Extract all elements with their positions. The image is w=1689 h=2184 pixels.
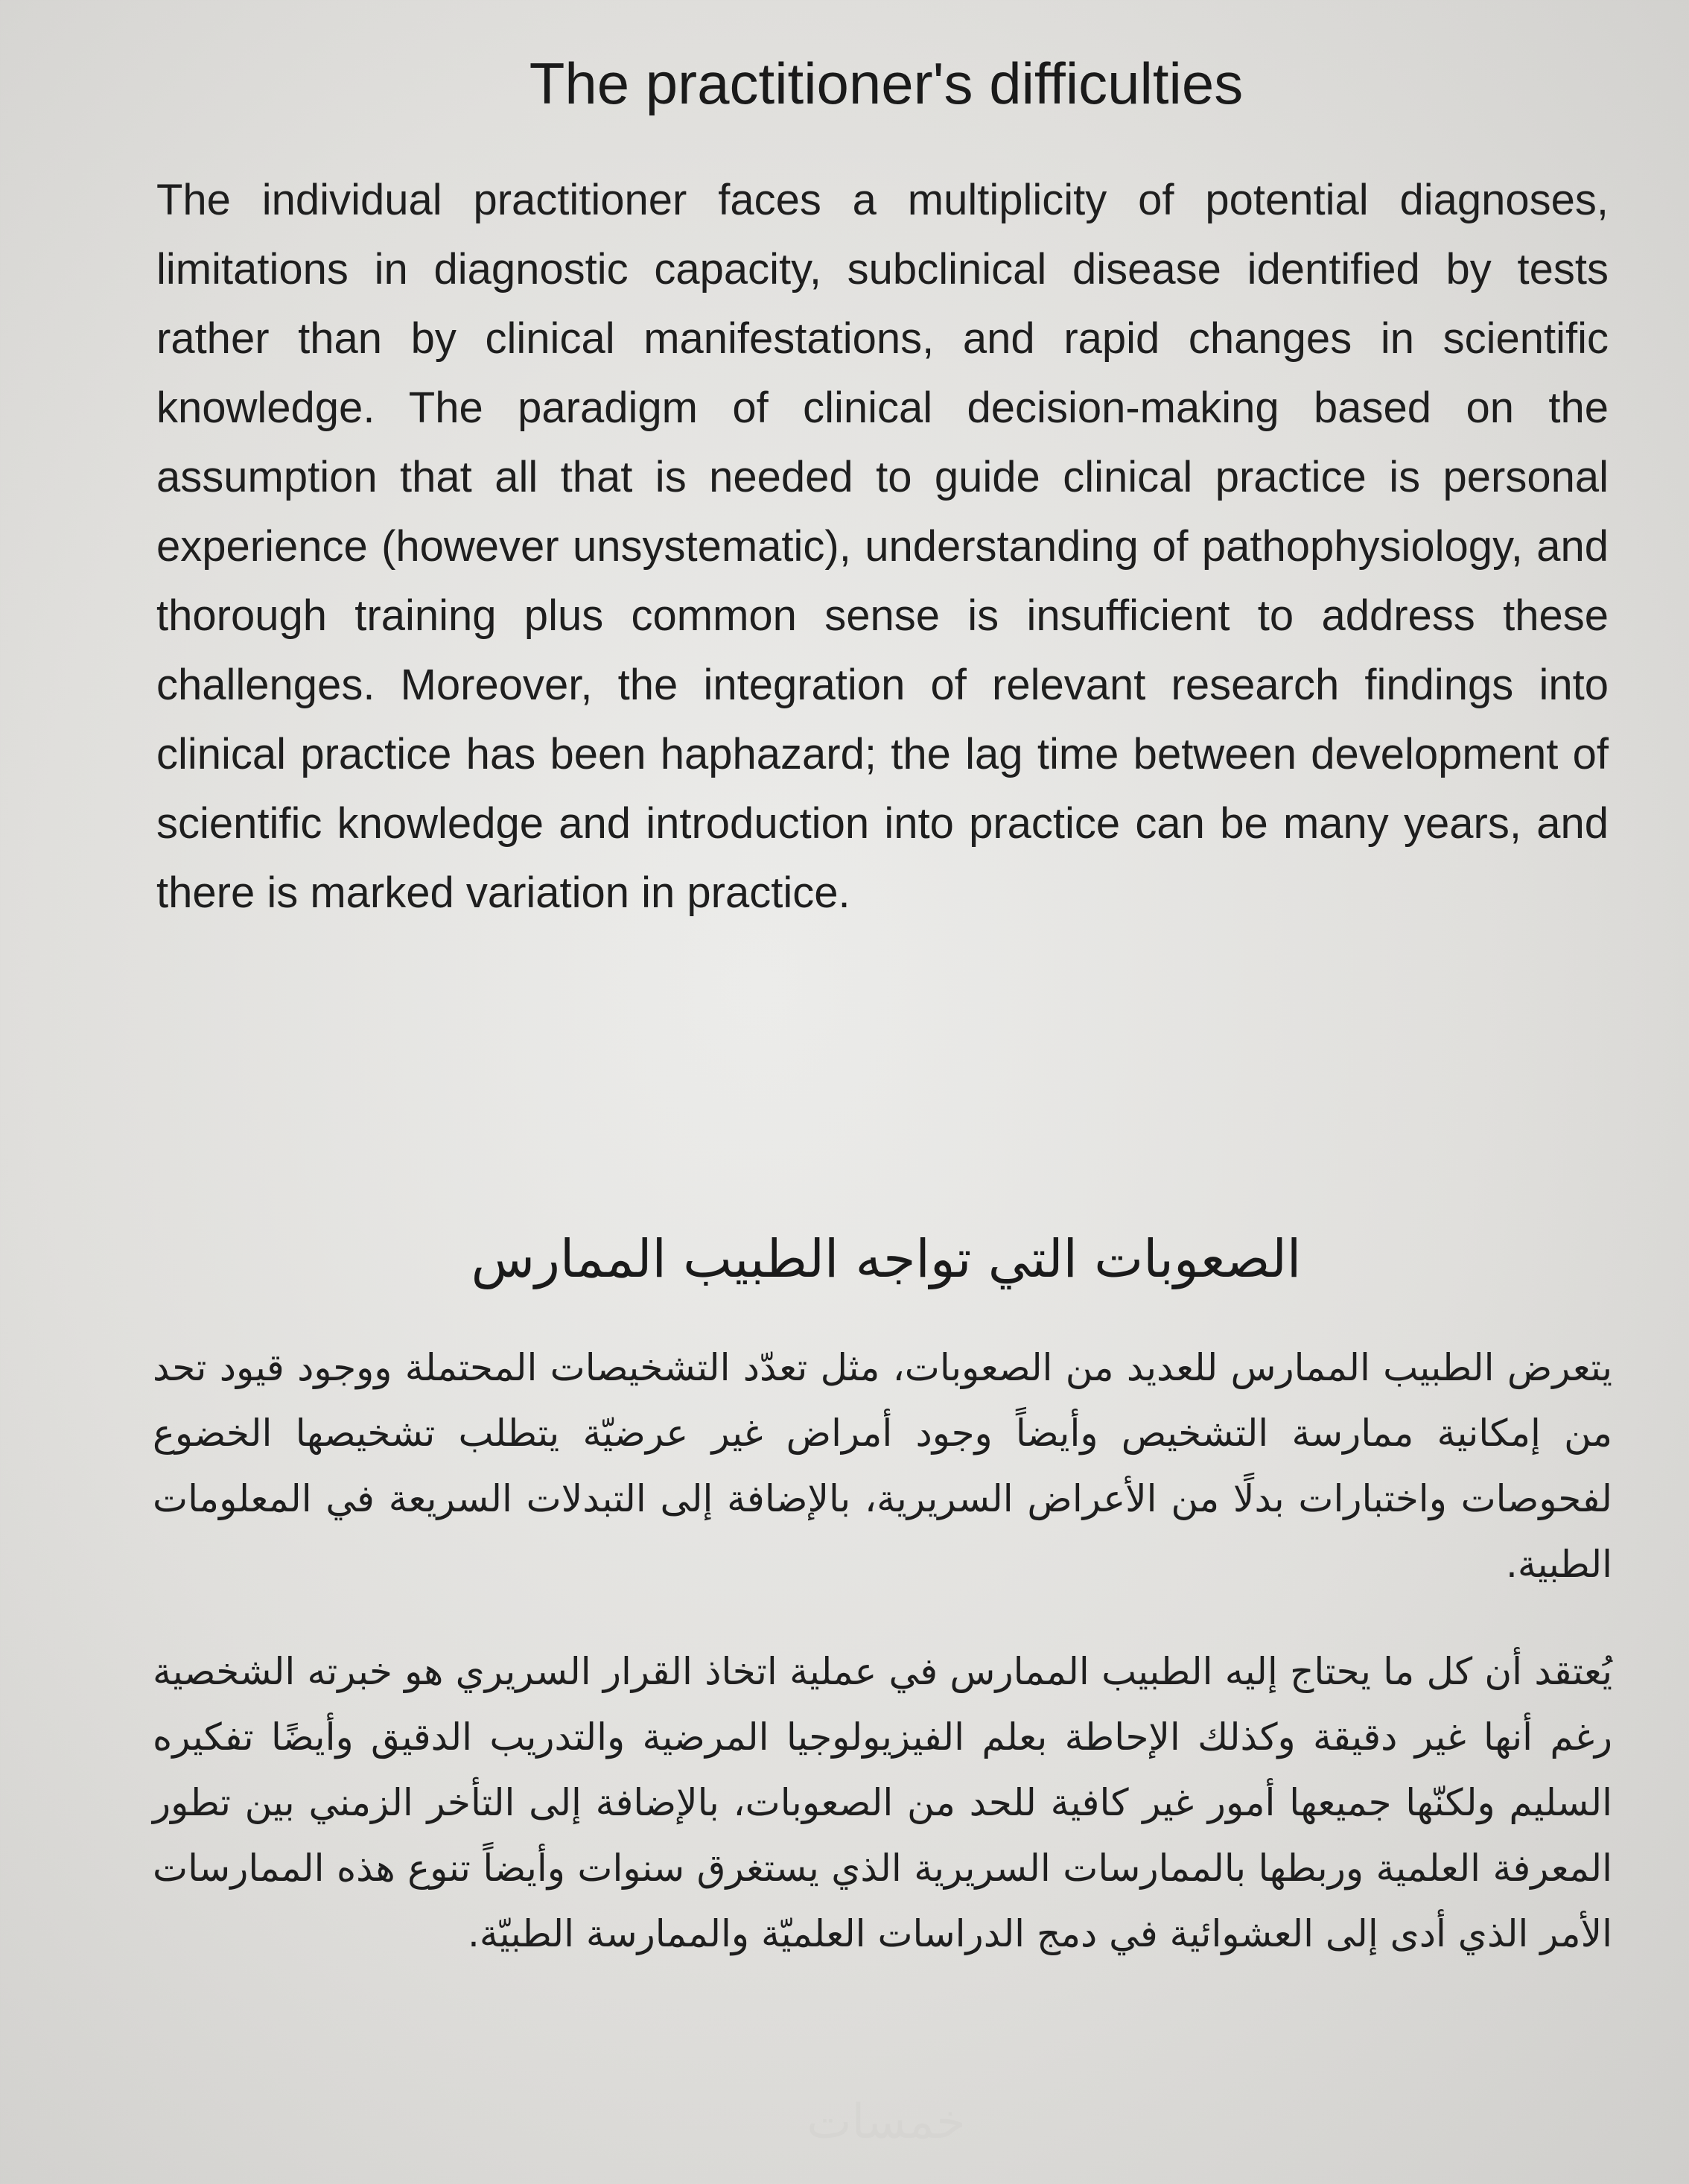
watermark-logo: خمسات: [807, 2095, 966, 2150]
english-title: The practitioner's difficulties: [529, 51, 1244, 116]
arabic-paragraph-2: يُعتقد أن كل ما يحتاج إليه الطبيب الممارس في عملية اتخاذ القرار السريري هو خبرته الشخصية رغم أنها غير دقيقة وكذلك الإحاطة بعلم الفيزيولوجيا المرضية والتدريب الدقيق وأيضًا تفكيره السليم ولكنّها جميعها أمور غير كافية للحد من الصعوبات، بالإضافة إلى التأخر الزمني بين تطور المعرفة العلمية وربطها بالممارسات السريرية الذي يستغرق سنوات وأيضاً تنوع هذه الممارسات الأمر الذي أدى إلى العشوائية في دمج الدراسات العلميّة والممارسة الطبيّة.: [153, 1650, 1612, 1955]
arabic-title: الصعوبات التي تواجه الطبيب الممارس: [471, 1228, 1302, 1289]
english-paragraph: The individual practitioner faces a multiplicity of potential diagnoses, limitations in diagnostic capacity, subclinical disease identified by tests rather than by clinical manifestations, and rapid changes in scientific knowledge. The paradigm of clinical decision-making based on the assumption that all that is needed to guide clinical practice is personal experience (however unsystematic), understanding of pathophysiology, and thorough training plus common sense is insufficient to address these challenges. Moreover, the integration of relevant research findings into clinical practice has been haphazard; the lag time between development of scientific knowledge and introduction into practice can be many years, and there is marked variation in practice.: [156, 176, 1609, 917]
arabic-paragraph-1: يتعرض الطبيب الممارس للعديد من الصعوبات، مثل تعدّد التشخيصات المحتملة ووجود قيود تحد من إمكانية ممارسة التشخيص وأيضاً وجود أمراض غير عرضيّة يتطلب تشخيصها الخضوع لفحوصات واختبارات بدلًا من الأعراض السريرية، بالإضافة إلى التبدلات السريعة في المعلومات الطبية.: [153, 1346, 1612, 1586]
